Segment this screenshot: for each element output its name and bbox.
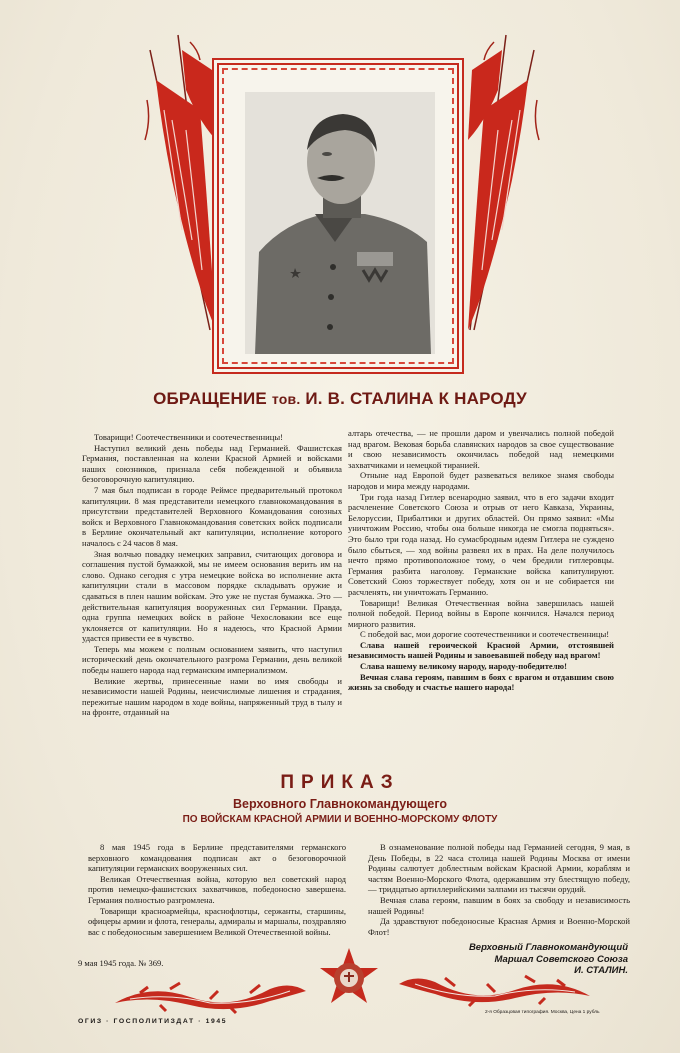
address-paragraph: Зная волчью повадку немецких заправил, считающих договора и соглашения пустой бумажкой, мы не имеем основания верить им на слово. Однако сегодня с утра немецкие войска во исполнение акта капитуляции стали в массовом порядке складывать оружие и сдаваться в плен нашим войскам. Это уже не пустая бумажка. Это — действительная капитуляция вооруженных сил Германии. Правда, одна группа немецких войск в районе Чехословакии все еще уклоняется от капитуляции. Но я надеюсь, что Красной Армии удастся привести ее в чувство. — [82, 548, 342, 644]
order-subtitle: Верховного Главнокомандующего — [232, 797, 447, 811]
order-left-column — [88, 842, 346, 937]
order-paragraph: 8 мая 1945 года в Берлине представителями германского верховного командования подписан акт о безоговорочной капитуляции германских вооруженных сил. — [88, 842, 346, 874]
portrait-figure-icon — [245, 92, 435, 354]
right-laurel-ornament-icon — [395, 968, 595, 1008]
address-slogan: Слава нашему великому народу, народу-победителю! — [360, 661, 567, 672]
order-title: ПРИКАЗ — [280, 772, 400, 793]
address-slogan: Слава нашей героической Красной Армии, отстоявшей независимость нашей Родины и завоевавшей победу над врагом! — [348, 639, 614, 661]
address-paragraph: Три года назад Гитлер всенародно заявил, что в его задачи входит расчленение Советского Союза и отрыв от него Кавказа, Украины, Белоруссии, Прибалтики и других областей. Он прямо заявил: «Мы уничтожим Россию, чтобы она больше никогда не смогла подняться». Это было три года назад. Но сумасбродным идеям Гитлера не суждено было сбыться, — ход войны развеял их в прах. На деле получилось нечто прямо противоположное тому, о чем бредили гитлеровцы. Германия разбита наголову. Германские войска капитулируют. Советский Союз торжествует победу, хотя он и не собирается ни расчленять, ни уничтожать Германию. — [348, 491, 614, 597]
address-slogan: Вечная слава героям, павшим в боях с врагом и отдавшим свою жизнь за свободу и счастье нашего народа! — [348, 671, 614, 693]
signature-name: И. СТАЛИН. — [574, 965, 628, 976]
address-right-column — [348, 428, 614, 693]
address-paragraph: 7 мая был подписан в городе Реймсе предварительный протокол капитуляции. 8 мая представители немецкого главнокомандования в присутствии представителей Верховного Командования союзных войск и Верховного Главнокомандования советских войск подписали в Берлине окончательный акт капитуляции, исполнение которого началось с 24 часов 8 мая. — [82, 484, 342, 548]
address-paragraph: Товарищи! Соотечественники и соотечественницы! — [94, 432, 283, 442]
printer-imprint: 2-я Образцовая типография. Москва, Цена 1 рубль — [485, 1010, 600, 1015]
address-paragraph: Отныне над Европой будет развеваться великое знамя свободы народов и мира между народами. — [348, 470, 614, 491]
order-date-number: 9 мая 1945 года. № 369. — [78, 958, 164, 968]
order-right-column — [368, 842, 630, 937]
address-paragraph: Теперь мы можем с полным основанием заявить, что наступил исторический день окончательного разгрома Германии, день великой победы нашего народа над германским империализмом. — [82, 643, 342, 676]
order-of-victory-emblem-icon — [318, 946, 380, 1008]
order-paragraph: Товарищи красноармейцы, краснофлотцы, сержанты, старшины, офицеры армии и флота, генералы, адмиралы и маршалы, поздравляю вас с победоносным завершением Великой Отечественной войны. — [88, 905, 346, 937]
portrait-image — [245, 92, 435, 354]
left-laurel-ornament-icon — [110, 975, 310, 1015]
right-flags-icon — [452, 30, 542, 340]
address-paragraph: Великие жертвы, принесенные нами во имя свободы и независимости нашей Родины, неисчислимые лишения и страдания, пережитые нашим народом в ходе войны, напряженный труд в тылу и на фронте, отданный на — [82, 675, 342, 718]
address-paragraph: алтарь отечества, — не прошли даром и увенчались полной победой над врагом. Вековая борьба славянских народов за свое существование и свою независимость окончилась победой над немецкими захватчиками и немецкой тиранией. — [348, 428, 614, 470]
order-paragraph: В ознаменование полной победы над Германией сегодня, 9 мая, в День Победы, в 22 часа столица нашей Родины Москва от имени Родины салютует доблестным войскам Красной Армии, кораблям и частям Военно-Морского Флота, одержавшим эту блестящую победу, — тридцатью артиллерийскими залпами из тысячи орудий. — [368, 842, 630, 895]
address-left-column — [82, 432, 342, 718]
address-title-part1: ОБРАЩЕНИЕ — [153, 389, 267, 408]
publisher-imprint: ОГИЗ · ГОСПОЛИТИЗДАТ · 1945 — [78, 1018, 228, 1025]
address-paragraph: Товарищи! Великая Отечественная война завершилась нашей полной победой. Период войны в Европе кончился. Начался период мирного развития. — [348, 597, 614, 629]
order-paragraph: Великая Отечественная война, которую вел советский народ против немецко-фашистских захватчиков, победоносно завершена. Германия полностью разгромлена. — [88, 873, 346, 905]
address-title-part3: И. В. СТАЛИНА К НАРОДУ — [305, 389, 527, 408]
signature-title: Верховный Главнокомандующий — [468, 942, 628, 953]
address-title-part2: тов. — [271, 391, 301, 407]
signature-rank: Маршал Советского Союза — [494, 953, 628, 965]
address-title — [0, 389, 680, 409]
order-paragraph: Да здравствуют победоносные Красная Армия и Военно-Морской Флот! — [368, 916, 630, 937]
address-paragraph: С победой вас, мои дорогие соотечественники и соотечественницы! — [360, 629, 610, 640]
order-subtitle-addressees: ПО ВОЙСКАМ КРАСНОЙ АРМИИ И ВОЕННО-МОРСКОМУ ФЛОТУ — [182, 814, 498, 825]
order-paragraph: Вечная слава героям, павшим в боях за свободу и независимость нашей Родины! — [368, 894, 630, 916]
address-paragraph: Наступил великий день победы над Германией. Фашистская Германия, поставленная на колени Красной Армией и войсками наших союзников, признала себя побежденной и объявила безоговорочную капитуляцию. — [82, 442, 342, 485]
